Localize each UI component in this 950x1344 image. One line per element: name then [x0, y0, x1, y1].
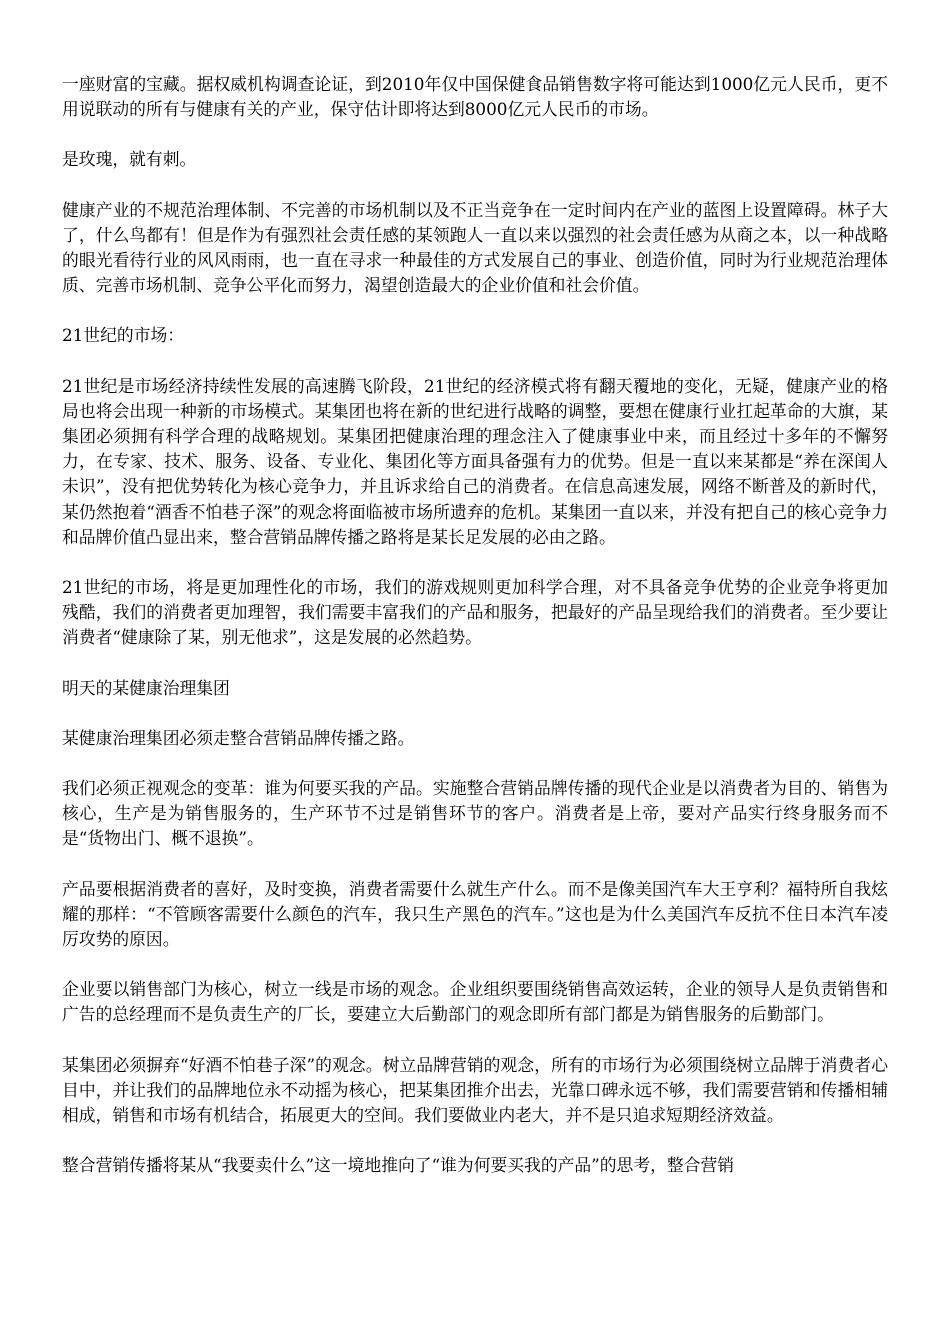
paragraph-rational-market: 21世纪的市场，将是更加理性化的市场，我们的游戏规则更加科学合理，对不具备竞争优势的企业竞争将更加残酷，我们的消费者更加理智，我们需要丰富我们的产品和服务，把最好的产品呈现给我们的消费者。至少要让消费者“健康除了某，别无他求”，这是发展的必然趋势。 [62, 577, 888, 648]
section-heading-tomorrow-group: 明天的某健康治理集团 [62, 677, 230, 698]
paragraph-industry-issues: 健康产业的不规范治理体制、不完善的市场机制以及不正当竞争在一定时间内在产业的蓝图上设置障碍。林子大了，什么鸟都有！但是作为有强烈社会责任感的某领跑人一直以来以强烈的社会责任感为从商之本，以一种战略的眼光看待行业的风风雨雨，也一直在寻求一种最佳的方式发展自己的事业、创造价值，同时为行业规范治理体质、完善市场机制、竞争公平化而努力，渴望创造最大的企业价值和社会价值。 [62, 199, 888, 296]
section-heading-21st-century-market: 21世纪的市场： [62, 325, 185, 346]
paragraph-integrated-marketing-path: 某健康治理集团必须走整合营销品牌传播之路。 [62, 727, 415, 748]
paragraph-brand-marketing: 某集团必须摒弃“好酒不怕巷子深”的观念。树立品牌营销的观念，所有的市场行为必须围绕树立品牌于消费者心目中，并让我们的品牌地位永不动摇为核心，把某集团推介出去，光靠口碑永远不够，我们需要营销和传播相辅相成，销售和市场有机结合，拓展更大的空间。我们要做业内老大，并不是只追求短期经济效益。 [62, 1054, 888, 1126]
paragraph-consumer-preference: 产品要根据消费者的喜好，及时变换，消费者需要什么就生产什么。而不是像美国汽车大王亨利？福特所自我炫耀的那样：“不管顾客需要什么颜色的汽车，我只生产黑色的汽车。”这也是为什么美国汽车反抗不住日本汽车凌厉攻势的原因。 [62, 878, 888, 950]
paragraph-21st-century-strategy: 21世纪是市场经济持续性发展的高速腾飞阶段，21世纪的经济模式将有翻天覆地的变化，无疑，健康产业的格局也将会出现一种新的市场模式。某集团也将在新的世纪进行战略的调整，要想在健康行业扛起革命的大旗，某集团必须拥有科学合理的战略规划。某集团把健康治理的理念注入了健康事业中来，而且经过十多年的不懈努力，在专家、技术、服务、设备、专业化、集团化等方面具备强有力的优势。但是一直以来某都是“养在深闺人未识”，没有把优势转化为核心竞争力，并且诉求给自己的消费者。在信息高速发展，网络不断普及的新时代，某仍然抱着“酒香不怕巷子深”的观念将面临被市场所遗弃的危机。某集团一直以来，并没有把自己的核心竞争力和品牌价值凸显出来，整合营销品牌传播之路将是某长足发展的必由之路。 [62, 375, 888, 547]
document-body [62, 72, 888, 1204]
paragraph-sales-core: 企业要以销售部门为核心，树立一线是市场的观念。企业组织要围绕销售高效运转，企业的领导人是负责销售和广告的总经理而不是负责生产的厂长，要建立大后勤部门的观念即所有部门都是为销售服务的后勤部门。 [62, 979, 888, 1025]
paragraph-market-size: 一座财富的宝藏。据权威机构调查论证，到2010年仅中国保健食品销售数字将可能达到1000亿元人民币，更不用说联动的所有与健康有关的产业，保守估计即将达到8000亿元人民币的市场。 [62, 74, 888, 120]
paragraph-integrated-communication: 整合营销传播将某从“我要卖什么”这一境地推向了“谁为何要买我的产品”的思考，整合营销 [62, 1155, 735, 1176]
paragraph-rose-thorn: 是玫瑰，就有刺。 [62, 149, 197, 170]
paragraph-concept-change: 我们必须正视观念的变革：谁为何要买我的产品。实施整合营销品牌传播的现代企业是以消费者为目的、销售为核心，生产是为销售服务的，生产环节不过是销售环节的客户。消费者是上帝，要对产品实行终身服务而不是“货物出门、概不退换”。 [62, 778, 888, 849]
